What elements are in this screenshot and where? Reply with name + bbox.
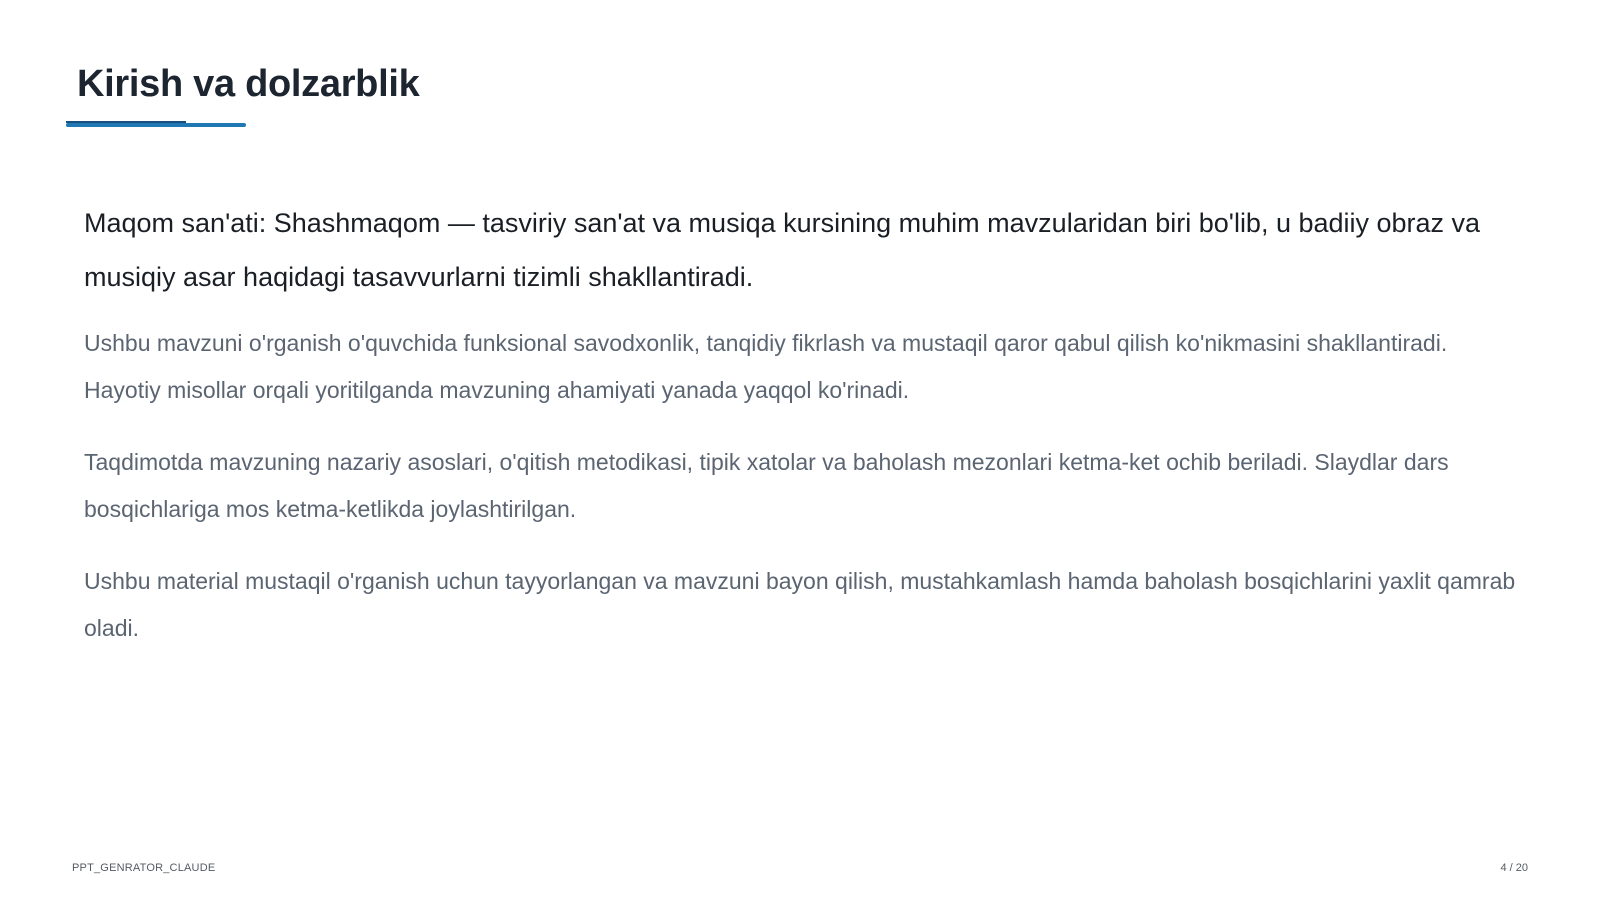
slide-content bbox=[84, 196, 1524, 677]
body-paragraph-1: Ushbu mavzuni o'rganish o'quvchida funksional savodxonlik, tanqidiy fikrlash va mustaqil qaror qabul qilish ko'nikmasini shakllantiradi. Hayotiy misollar orqali yoritilganda mavzuning ahamiyati yanada yaqqol ko'rinadi. bbox=[84, 330, 1448, 403]
body-paragraph-3: Ushbu material mustaqil o'rganish uchun tayyorlangan va mavzuni bayon qilish, mustahkamlash hamda baholash bosqichlarini yaxlit qamrab oladi. bbox=[84, 568, 1516, 641]
lead-paragraph: Maqom san'ati: Shashmaqom — tasviriy san'at va musiqa kursining muhim mavzularidan biri bo'lib, u badiiy obraz va musiqiy asar haqidagi tasavvurlarni tizimli shakllantiradi. bbox=[84, 208, 1481, 292]
footer-brand: PPT_GENRATOR_CLAUDE bbox=[72, 862, 216, 874]
title-underline bbox=[66, 123, 246, 127]
body-paragraph-2: Taqdimotda mavzuning nazariy asoslari, o'qitish metodikasi, tipik xatolar va baholash mezonlari ketma-ket ochib beriladi. Slaydlar dars bosqichlariga mos ketma-ketlikda joylashtirilgan. bbox=[84, 449, 1449, 522]
page-number: 4 / 20 bbox=[1500, 862, 1528, 874]
title-underline-accent bbox=[66, 121, 186, 123]
slide-title: Kirish va dolzarblik bbox=[77, 63, 420, 105]
